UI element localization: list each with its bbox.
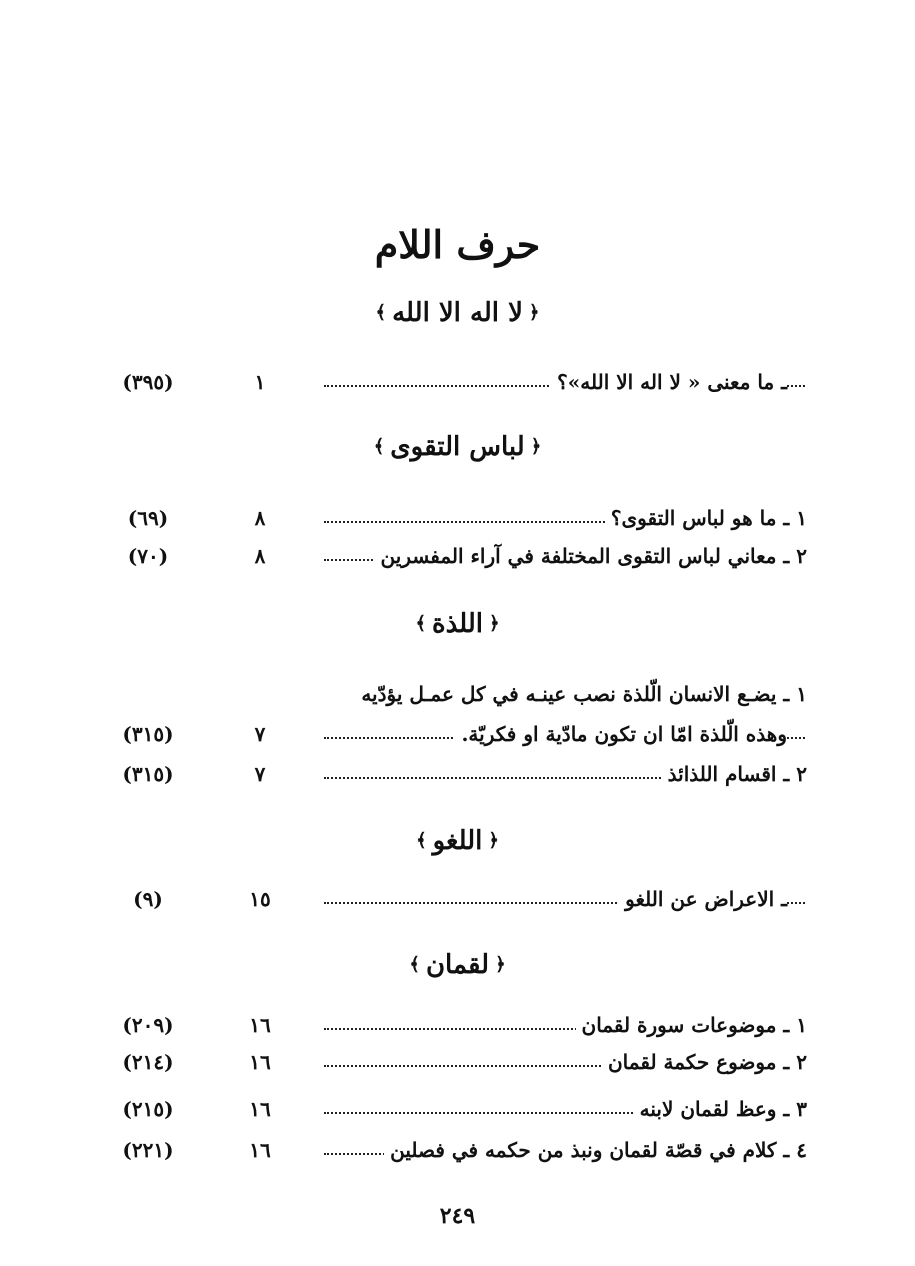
- ornament-right-icon: ﴿: [495, 953, 506, 975]
- section-title-text: لا اله الا الله: [392, 298, 523, 328]
- entry-volume: ١٦: [249, 1097, 271, 1121]
- entry-text: ٢ ـ اقسام اللذائذ: [662, 759, 807, 789]
- list-item: [0, 541, 915, 575]
- entry-text: ١ ـ موضوعات سورة لقمان: [576, 1010, 807, 1040]
- section-title-libas-altaqwa: [0, 432, 915, 462]
- entry-text: ٢ ـ موضوع حكمة لقمان: [602, 1047, 807, 1077]
- entry-page: (٢١٥): [122, 1097, 174, 1121]
- entry-volume: ٧: [254, 762, 266, 786]
- entry-volume: ١: [254, 370, 266, 394]
- ornament-left-icon: ﴾: [409, 953, 420, 975]
- entry-text: وهذه الّلذة امّا ان تكون مادّية او فكريّة.: [455, 719, 787, 749]
- list-item: [0, 719, 915, 753]
- section-title-la-ilaha: [0, 298, 915, 328]
- list-item: [0, 759, 915, 793]
- entry-text: ٤ ـ كلام في قصّة لقمان ونبذ من حكمه في فصلين: [384, 1135, 807, 1165]
- list-item: [0, 367, 915, 401]
- entry-page: (٣١٥): [122, 722, 174, 746]
- entry-page: (٦٩): [127, 506, 169, 530]
- section-title-text: لقمان: [425, 950, 490, 980]
- ornament-right-icon: ﴿: [528, 301, 540, 323]
- entry-volume: ١٦: [249, 1050, 271, 1074]
- entry-text-line1: ١ ـ يضـع الانسان الّلذة نصب عينـه في كل عمـل يؤدّيه: [361, 682, 807, 706]
- entry-volume: ١٦: [249, 1013, 271, 1037]
- list-item: [0, 1010, 915, 1044]
- ornament-left-icon: ﴾: [415, 612, 426, 634]
- section-title-allaghw: [0, 826, 915, 856]
- entry-page: (٢١٤): [122, 1050, 174, 1074]
- section-title-luqman: [0, 950, 915, 980]
- ornament-right-icon: ﴿: [530, 435, 542, 457]
- entry-page: (٢٢١): [122, 1138, 174, 1162]
- entry-text: ٣ ـ وعظ لقمان لابنه: [634, 1094, 807, 1124]
- ornament-left-icon: ﴾: [416, 829, 427, 851]
- entry-page: (٩): [133, 887, 163, 911]
- section-title-text: اللذة: [431, 609, 484, 639]
- list-item: [0, 884, 915, 918]
- section-title-text: اللغو: [432, 826, 483, 856]
- list-item: [0, 1047, 915, 1081]
- entry-page: (٣٩٥): [122, 370, 174, 394]
- entry-volume: ١٦: [249, 1138, 271, 1162]
- section-title-text: لباس التقوى: [390, 432, 525, 462]
- entry-page: (٣١٥): [122, 762, 174, 786]
- entry-text: ـ ما معنى « لا اله الا الله»؟: [551, 367, 787, 397]
- section-title-alladhdha: [0, 609, 915, 639]
- entry-text: ١ ـ ما هو لباس التقوى؟: [605, 503, 807, 533]
- entry-page: (٢٠٩): [122, 1013, 174, 1037]
- list-item: [0, 1135, 915, 1169]
- ornament-left-icon: ﴾: [375, 301, 387, 323]
- page-title: حرف اللام: [374, 222, 541, 267]
- entry-text: ٢ ـ معاني لباس التقوى المختلفة في آراء المفسرين: [375, 541, 807, 571]
- ornament-right-icon: ﴿: [488, 829, 499, 851]
- ornament-left-icon: ﴾: [373, 435, 385, 457]
- entry-text: ـ الاعراض عن اللغو: [619, 884, 787, 914]
- entry-page: (٧٠): [127, 544, 169, 568]
- list-item: [0, 1094, 915, 1128]
- entry-volume: ٨: [254, 544, 266, 568]
- entry-volume: ٧: [254, 722, 266, 746]
- page-number: ٢٤٩: [439, 1203, 476, 1229]
- ornament-right-icon: ﴿: [489, 612, 500, 634]
- list-item: [0, 503, 915, 537]
- entry-volume: ١٥: [249, 887, 271, 911]
- entry-volume: ٨: [254, 506, 266, 530]
